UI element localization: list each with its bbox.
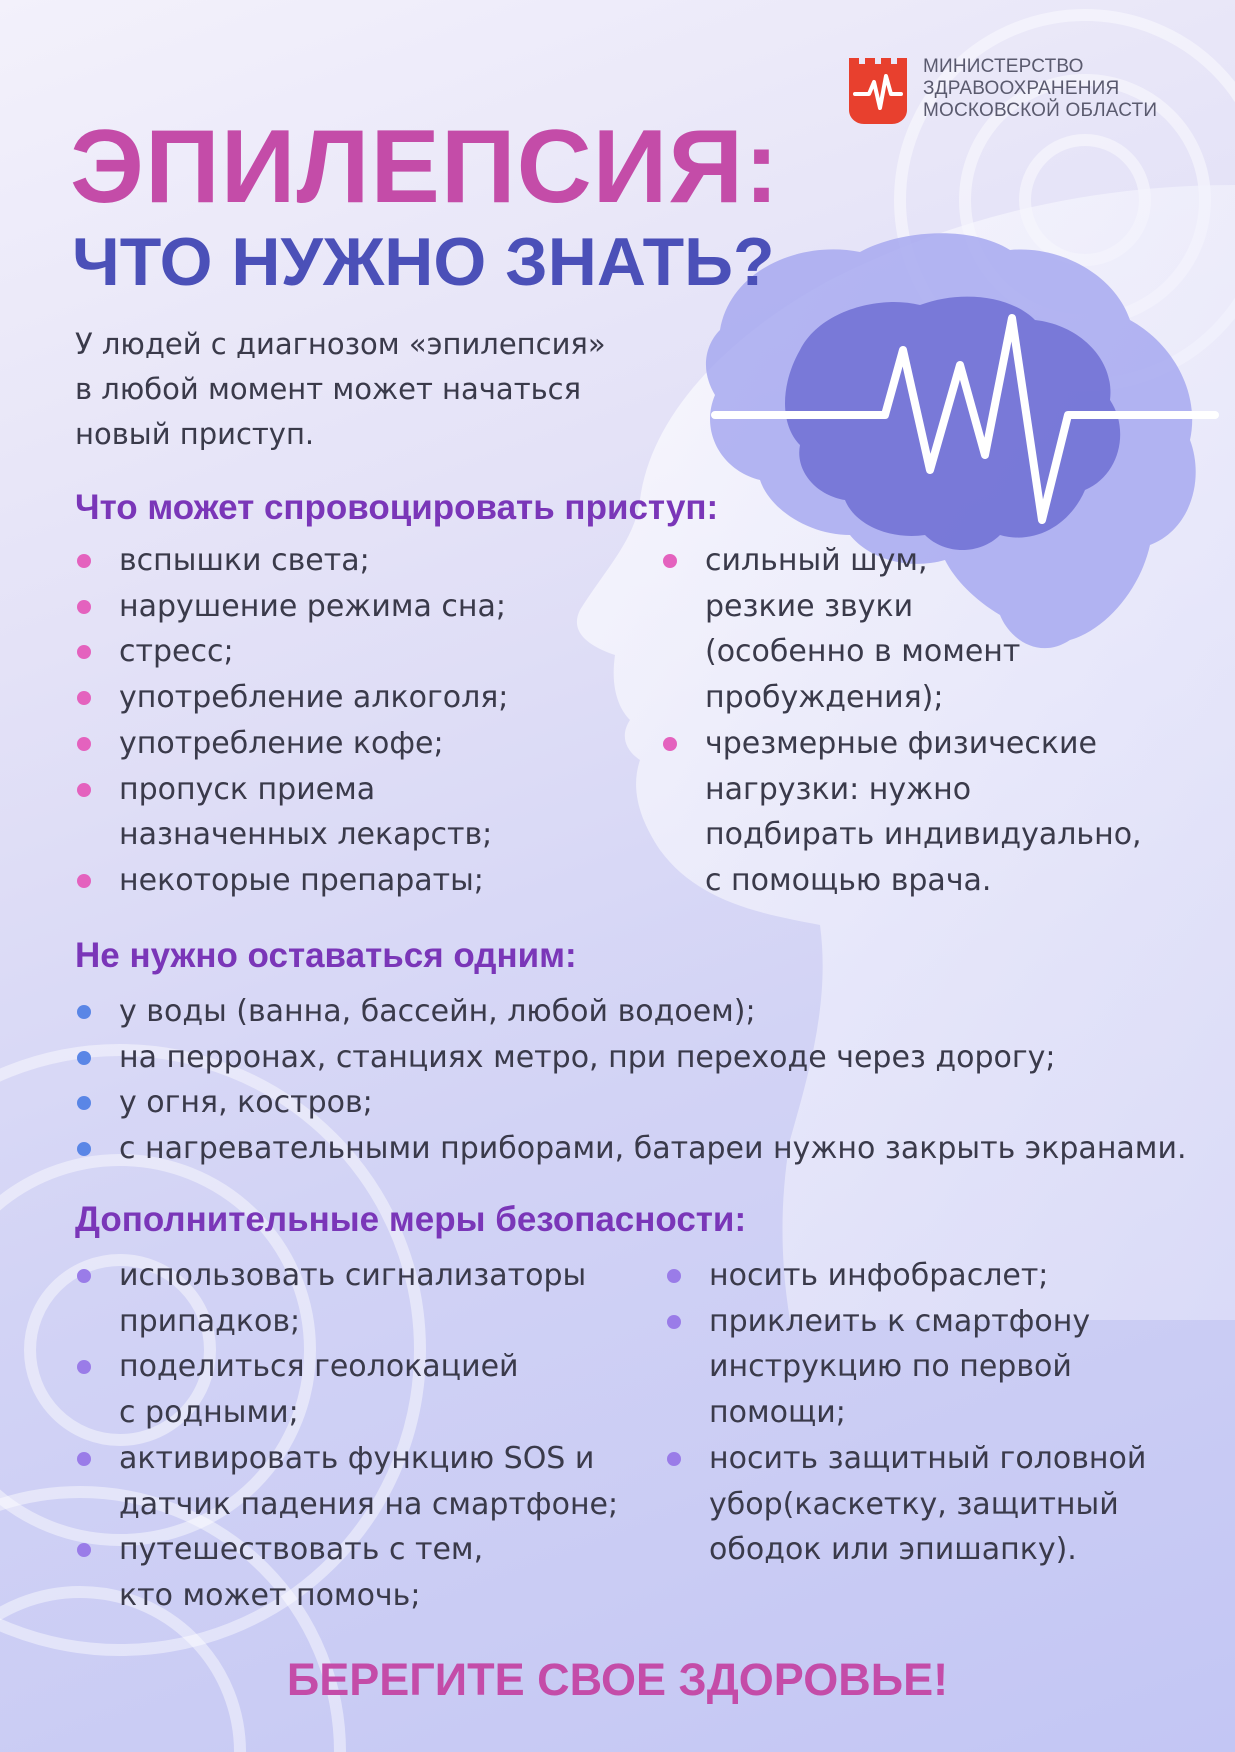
list-item-line: пробуждения); [705,680,944,716]
list-item-line: некоторые препараты; [119,862,484,898]
list-item-line: подбирать индивидуально, [705,817,1142,853]
list-item-line: стресс; [119,634,234,670]
list-item [75,675,508,721]
list-item-line: помощи; [709,1395,846,1431]
intro-line: в любой момент может начаться [75,372,582,406]
list-item [75,989,1186,1035]
triggers-list-left [75,538,508,904]
list-item-line: с родными; [119,1395,299,1431]
intro-text [75,322,695,457]
list-item [75,858,508,904]
list-item-line: путешествовать с тем, [119,1532,484,1568]
heartbeat-shield-icon [845,52,911,126]
list-item [75,584,508,630]
list-item [665,1253,1146,1299]
list-item-line: употребление кофе; [119,725,444,761]
list-item [75,1527,618,1618]
list-item-line: с помощью врача. [705,862,992,898]
list-item-line: употребление алкоголя; [119,680,509,716]
ministry-name-line: ЗДРАВООХРАНЕНИЯ [923,78,1120,99]
list-item-line: у воды (ванна, бассейн, любой водоем); [119,994,756,1029]
list-item-line: поделиться геолокацией [119,1349,519,1385]
list-item [75,1253,618,1344]
ministry-name-line: МИНИСТЕРСТВО [923,56,1084,77]
list-item-line: нагрузки: нужно [705,771,972,807]
list-item-line: (особенно в момент [705,634,1021,670]
list-item [75,1126,1186,1172]
list-item-line: вспышки света; [119,543,370,578]
safety-heading: Дополнительные меры безопасности: [75,1200,747,1239]
list-item [661,721,1142,904]
list-item [75,767,508,858]
list-item [75,1344,618,1435]
ministry-name-line: МОСКОВСКОЙ ОБЛАСТИ [923,100,1158,121]
list-item-line: кто может помочь; [119,1577,421,1613]
ministry-logo [845,52,1157,126]
list-item-line: назначенных лекарств; [119,817,493,853]
list-item-line: убор(каскетку, защитный [709,1486,1119,1522]
alone-heading: Не нужно оставаться одним: [75,936,577,975]
list-item-line: у огня, костров; [119,1085,373,1121]
list-item [75,538,508,584]
list-item-line: сильный шум, [705,543,928,578]
list-item [661,538,1142,721]
list-item-line: резкие звуки [705,588,914,624]
list-item-line: носить инфобраслет; [709,1258,1049,1293]
list-item [665,1299,1146,1436]
list-item [75,629,508,675]
list-item-line: активировать функцию SOS и [119,1440,595,1476]
list-item-line: инструкцию по первой [709,1349,1072,1385]
list-item [75,721,508,767]
ministry-name [923,56,1157,122]
list-item [75,1035,1186,1081]
list-item-line: чрезмерные физические [705,725,1097,761]
list-item-line: носить защитный головной [709,1440,1147,1476]
list-item-line: на перронах, станциях метро, при переходе через дорогу; [119,1039,1056,1075]
list-item-line: использовать сигнализаторы [119,1258,587,1293]
list-item-line: ободок или эпишапку). [709,1532,1077,1568]
intro-line: новый приступ. [75,417,315,451]
page-subtitle: ЧТО НУЖНО ЗНАТЬ? [72,224,775,300]
list-item [75,1436,618,1527]
list-item [665,1436,1146,1573]
triggers-list-right [661,538,1142,904]
list-item-line: пропуск приема [119,771,376,807]
safety-list-right [665,1253,1146,1573]
alone-list [75,989,1186,1172]
intro-line: У людей с диагнозом «эпилепсия» [75,327,606,361]
list-item-line: датчик падения на смартфоне; [119,1486,619,1522]
list-item-line: приклеить к смартфону [709,1303,1091,1339]
list-item-line: с нагревательными приборами, батареи нужно закрыть экранами. [119,1131,1187,1167]
triggers-heading: Что может спровоцировать приступ: [75,488,719,527]
safety-list-left [75,1253,618,1619]
page-title: ЭПИЛЕПСИЯ: [70,109,780,225]
list-item [75,1080,1186,1126]
list-item-line: припадков; [119,1303,301,1339]
list-item-line: нарушение режима сна; [119,588,506,624]
footer-slogan: БЕРЕГИТЕ СВОЕ ЗДОРОВЬЕ! [286,1654,949,1705]
